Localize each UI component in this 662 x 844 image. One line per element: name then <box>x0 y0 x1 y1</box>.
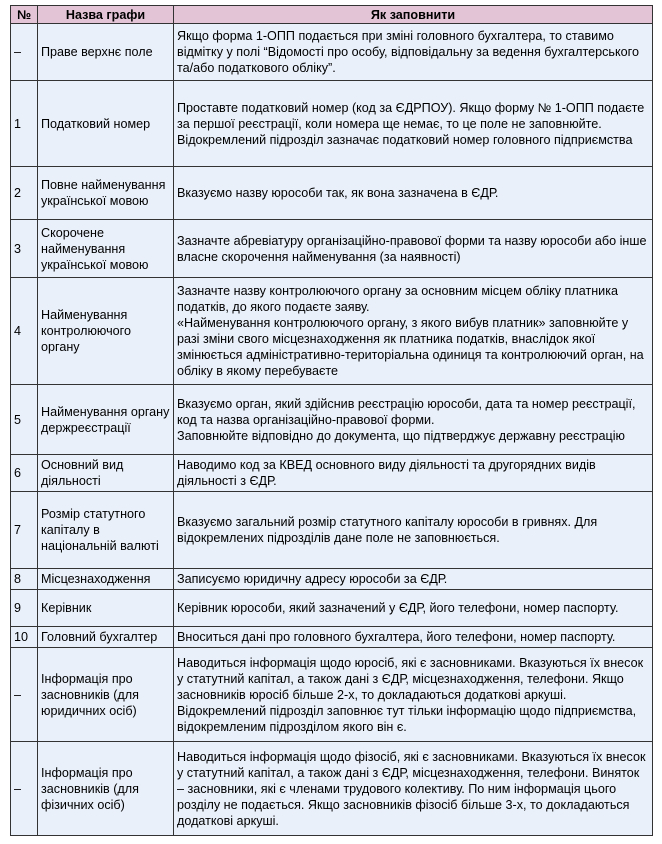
fill-instructions <box>174 385 653 455</box>
instruction-paragraph: Зазначте абревіатуру організаційно-правової форми та назву юрособи або інше власне скорочення найменування (за наявності) <box>177 233 647 264</box>
field-name: Податковий номер <box>38 81 174 167</box>
table-row <box>11 81 653 167</box>
instruction-paragraph: Вказуємо загальний розмір статутного капіталу юрособи в гривнях. Для відокремлених підрозділів дане поле не заповнюється. <box>177 515 598 545</box>
fill-instructions <box>174 742 653 836</box>
table-row <box>11 569 653 590</box>
instruction-paragraph: Якщо форма 1-ОПП подається при зміні головного бухгалтера, то ставимо відмітку у полі “Відомості про особу, відповідальну за ведення бухгалтерського та/або податкового обліку”. <box>177 29 639 75</box>
field-name: Основний вид діяльності <box>38 455 174 492</box>
table-row <box>11 455 653 492</box>
table-row <box>11 220 653 278</box>
row-number: 8 <box>11 569 38 590</box>
table-body <box>11 24 653 836</box>
table-row <box>11 590 653 627</box>
field-name: Інформація про засновників (для фізичних осіб) <box>38 742 174 836</box>
table-row <box>11 167 653 220</box>
table-row <box>11 24 653 81</box>
field-name: Скорочене найменування української мовою <box>38 220 174 278</box>
fill-instructions <box>174 81 653 167</box>
instruction-paragraph: Відокремлений підрозділ зазначає податковий номер головного підприємства <box>177 132 633 147</box>
instruction-paragraph: «Найменування контролюючого органу, з якого вибув платник» заповнюйте у разі зміни свого місцезнаходження як платника податків, внаслідок якої змінюється адміністративно-територіальна одиниця та контролюючий орган, на обліку в якому перебуваєте <box>177 316 644 378</box>
table-row <box>11 385 653 455</box>
table-header-row <box>11 6 653 24</box>
fill-instructions <box>174 492 653 569</box>
row-number: 4 <box>11 278 38 385</box>
fill-instructions <box>174 167 653 220</box>
row-number: 6 <box>11 455 38 492</box>
table-row <box>11 627 653 648</box>
field-name: Головний бухгалтер <box>38 627 174 648</box>
instruction-paragraph: Зазначте назву контролюючого органу за основним місцем обліку платника податків, до якого подаєте заяву. <box>177 284 619 314</box>
row-number: 3 <box>11 220 38 278</box>
instruction-paragraph: Керівник юрособи, який зазначений у ЄДР, його телефони, номер паспорту. <box>177 601 619 615</box>
instruction-paragraph: Записуємо юридичну адресу юрособи за ЄДР. <box>177 572 448 586</box>
fill-instructions <box>174 569 653 590</box>
fill-instructions <box>174 278 653 385</box>
field-name: Найменування органу держреєстрації <box>38 385 174 455</box>
header-number: № <box>11 6 38 24</box>
row-number: 7 <box>11 492 38 569</box>
instruction-paragraph: Вказуємо назву юрособи так, як вона зазначена в ЄДР. <box>177 186 499 200</box>
row-number: – <box>11 742 38 836</box>
table-row <box>11 742 653 836</box>
field-name: Найменування контролюючого органу <box>38 278 174 385</box>
row-number: 9 <box>11 590 38 627</box>
row-number: 1 <box>11 81 38 167</box>
instruction-paragraph: Вказуємо орган, який здійснив реєстрацію юрособи, дата та номер реєстрації, код та назва організаційно-правової форми. <box>177 396 636 427</box>
header-field-name: Назва графи <box>38 6 174 24</box>
form-instructions-table <box>10 5 653 836</box>
row-number: – <box>11 24 38 81</box>
fill-instructions <box>174 648 653 742</box>
row-number: – <box>11 648 38 742</box>
instruction-paragraph: Наводимо код за КВЕД основного виду діяльності та другорядних видів діяльності з ЄДР. <box>177 458 596 488</box>
row-number: 10 <box>11 627 38 648</box>
fill-instructions <box>174 455 653 492</box>
field-name: Місцезнаходження <box>38 569 174 590</box>
instruction-paragraph: Заповнюйте відповідно до документа, що підтверджує державну реєстрацію <box>177 428 625 443</box>
instruction-paragraph: Наводиться інформація щодо фізосіб, які є засновниками. Вказуються їх внесок у статутний капітал, а також дані з ЄДР, місцезнаходження, телефони. Виняток – засновники, які є членами трудового колективу. По ним інформація цього розділу не подається. Якщо засновників фізосіб більше 3-х, то докладаються додаткові аркуші. <box>177 749 646 828</box>
instruction-paragraph: Вноситься дані про головного бухгалтера, його телефони, номер паспорту. <box>177 630 616 644</box>
fill-instructions <box>174 627 653 648</box>
field-name: Праве верхнє поле <box>38 24 174 81</box>
field-name: Інформація про засновників (для юридичних осіб) <box>38 648 174 742</box>
fill-instructions <box>174 220 653 278</box>
row-number: 5 <box>11 385 38 455</box>
field-name: Керівник <box>38 590 174 627</box>
field-name: Повне найменування української мовою <box>38 167 174 220</box>
table-row <box>11 278 653 385</box>
instruction-paragraph: Наводиться інформація щодо юросіб, які є засновниками. Вказуються їх внесок у статутний капітал, а також дані з ЄДР, місцезнаходження, телефони. Якщо засновників юросіб більше 2-х, то докладаються додаткові аркуші. Відокремлений підрозділ заповнює тут тільки інформацію щодо підприємства, відокремленим підрозділом якого він є. <box>177 655 644 734</box>
instruction-paragraph: Проставте податковий номер (код за ЄДРПОУ). Якщо форму № 1-ОПП подаєте за першої реєстрації, коли номера ще немає, то це поле не заповнюйте. <box>177 100 645 131</box>
field-name: Розмір статутного капіталу в національній валюті <box>38 492 174 569</box>
row-number: 2 <box>11 167 38 220</box>
fill-instructions <box>174 590 653 627</box>
fill-instructions <box>174 24 653 81</box>
header-how-to-fill: Як заповнити <box>174 6 653 24</box>
table-row <box>11 648 653 742</box>
table-row <box>11 492 653 569</box>
